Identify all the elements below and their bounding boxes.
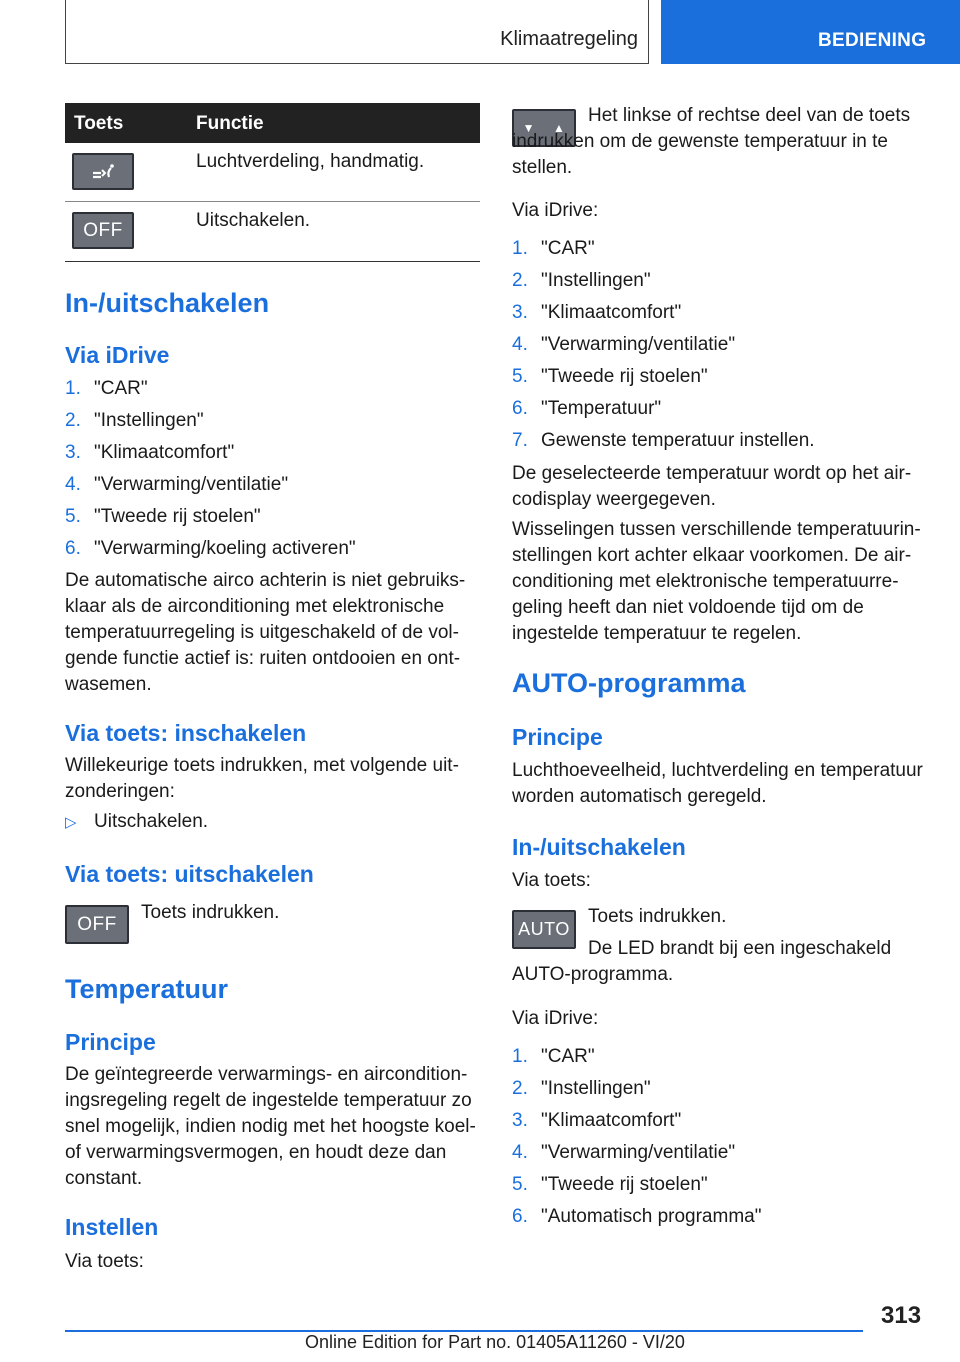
via-idrive-label: Via iDrive: bbox=[512, 1008, 599, 1029]
idrive-steps-list bbox=[512, 1044, 761, 1236]
list-item: 3. "Klimaatcomfort" bbox=[65, 442, 235, 463]
list-item: 1. "CAR" bbox=[512, 238, 595, 259]
page-number: 313 bbox=[881, 1302, 922, 1329]
air-distribution-button-image bbox=[72, 153, 134, 190]
heading-via-toets-inschakelen: Via toets: inschakelen bbox=[65, 720, 307, 746]
auto-led-text: De LED brandt bij een ingeschakeld AUTO-programma. bbox=[512, 938, 892, 985]
paragraph-airco-not-ready: De automatische airco achterin is niet gebruiks-klaar als de airconditioning met elektronische temperatuurregeling is uitgeschakeld of de vol-gende functie actief is: ruiten ontdooien en ont-wasemen. bbox=[65, 570, 466, 695]
list-item: 2. "Instellingen" bbox=[512, 270, 651, 291]
heading-principe: Principe bbox=[512, 724, 603, 750]
list-item: 4. "Verwarming/ventilatie" bbox=[512, 334, 736, 355]
triangle-down-icon: ▼ bbox=[522, 121, 535, 135]
list-item: 5. "Tweede rij stoelen" bbox=[65, 506, 261, 527]
table-header-key: Toets bbox=[74, 113, 124, 134]
list-item: 3. "Klimaatcomfort" bbox=[512, 1110, 682, 1131]
heading-principe: Principe bbox=[65, 1029, 156, 1055]
table-row bbox=[65, 202, 480, 262]
paragraph-switching: Wisselingen tussen verschillende temperatuurin-stellingen kort achter elkaar voorkomen. De air-conditioning met elektronische temperatuurre-geling heeft dan niet voldoende tijd om de ingestelde temperatuur te regelen. bbox=[512, 519, 921, 644]
list-item: 7. Gewenste temperatuur instellen. bbox=[512, 430, 815, 451]
auto-instruction: Toets indrukken. bbox=[588, 906, 727, 927]
table-header bbox=[65, 103, 480, 143]
off-button-image: OFF bbox=[65, 905, 129, 944]
table-header-function: Functie bbox=[196, 113, 264, 134]
list-item: 6. "Verwarming/koeling activeren" bbox=[65, 538, 356, 559]
auto-button-image: AUTO bbox=[512, 910, 576, 949]
table-row bbox=[65, 143, 480, 202]
key-function-table bbox=[65, 103, 480, 262]
list-item: 6. "Temperatuur" bbox=[512, 398, 662, 419]
footer-edition-text: Online Edition for Part no. 01405A11260 - VI/20 bbox=[305, 1332, 685, 1352]
heading-temperatuur: Temperatuur bbox=[65, 974, 229, 1004]
idrive-steps-list bbox=[65, 376, 356, 568]
header-tab: BEDIENING bbox=[661, 0, 960, 64]
list-item: 1. "CAR" bbox=[512, 1046, 595, 1067]
via-idrive-label: Via iDrive: bbox=[512, 200, 599, 221]
list-item: 3. "Klimaatcomfort" bbox=[512, 302, 682, 323]
off-button-image: OFF bbox=[72, 212, 134, 249]
list-item: 4. "Verwarming/ventilatie" bbox=[65, 474, 289, 495]
heading-instellen: Instellen bbox=[65, 1214, 159, 1240]
list-item: 4. "Verwarming/ventilatie" bbox=[512, 1142, 736, 1163]
list-item: 5. "Tweede rij stoelen" bbox=[512, 366, 708, 387]
heading-auto-programma: AUTO-programma bbox=[512, 668, 746, 698]
list-item: 5. "Tweede rij stoelen" bbox=[512, 1174, 708, 1195]
via-toets-label: Via toets: bbox=[65, 1251, 144, 1272]
off-instruction: Toets indrukken. bbox=[141, 902, 280, 923]
heading-in-uitschakelen: In-/uitschakelen bbox=[512, 834, 686, 860]
list-item: 6. "Automatisch programma" bbox=[512, 1206, 762, 1227]
list-item: 2. "Instellingen" bbox=[512, 1078, 651, 1099]
heading-via-idrive: Via iDrive bbox=[65, 342, 170, 368]
paragraph-any-key: Willekeurige toets indrukken, met volgende uit-zonderingen: bbox=[65, 755, 459, 802]
triangle-up-icon: ▲ bbox=[553, 121, 566, 135]
rocker-instruction: Het linkse of rechtse deel van de toets indrukken om de gewenste temperatuur in te stellen. bbox=[512, 105, 911, 178]
paragraph-temperature-principle: De geïntegreerde verwarmings- en aircondition-ingsregeling regelt de ingestelde temperatuur zo snel mogelijk, indien nodig met het hoogste koel-of verwarmingsvermogen, en houdt deze dan constant. bbox=[65, 1064, 476, 1189]
list-item: 1. "CAR" bbox=[65, 378, 148, 399]
table-cell-function: Luchtverdeling, handmatig. bbox=[196, 151, 425, 172]
header-section-title: Klimaatregeling bbox=[500, 28, 638, 50]
heading-in-uitschakelen: In-/uitschakelen bbox=[65, 288, 270, 318]
paragraph-aircodisplay: De geselecteerde temperatuur wordt op het air-codisplay weergegeven. bbox=[512, 463, 912, 510]
air-distribution-icon bbox=[88, 162, 118, 182]
via-toets-label: Via toets: bbox=[512, 870, 591, 891]
idrive-steps-list bbox=[512, 236, 815, 460]
list-item: 2. "Instellingen" bbox=[65, 410, 204, 431]
heading-via-toets-uitschakelen: Via toets: uitschakelen bbox=[65, 861, 314, 887]
table-cell-function: Uitschakelen. bbox=[196, 210, 311, 231]
triangle-bullet-icon: ▷ bbox=[65, 814, 77, 831]
paragraph-auto-principle: Luchthoeveelheid, luchtverdeling en temperatuur worden automatisch geregeld. bbox=[512, 760, 923, 807]
